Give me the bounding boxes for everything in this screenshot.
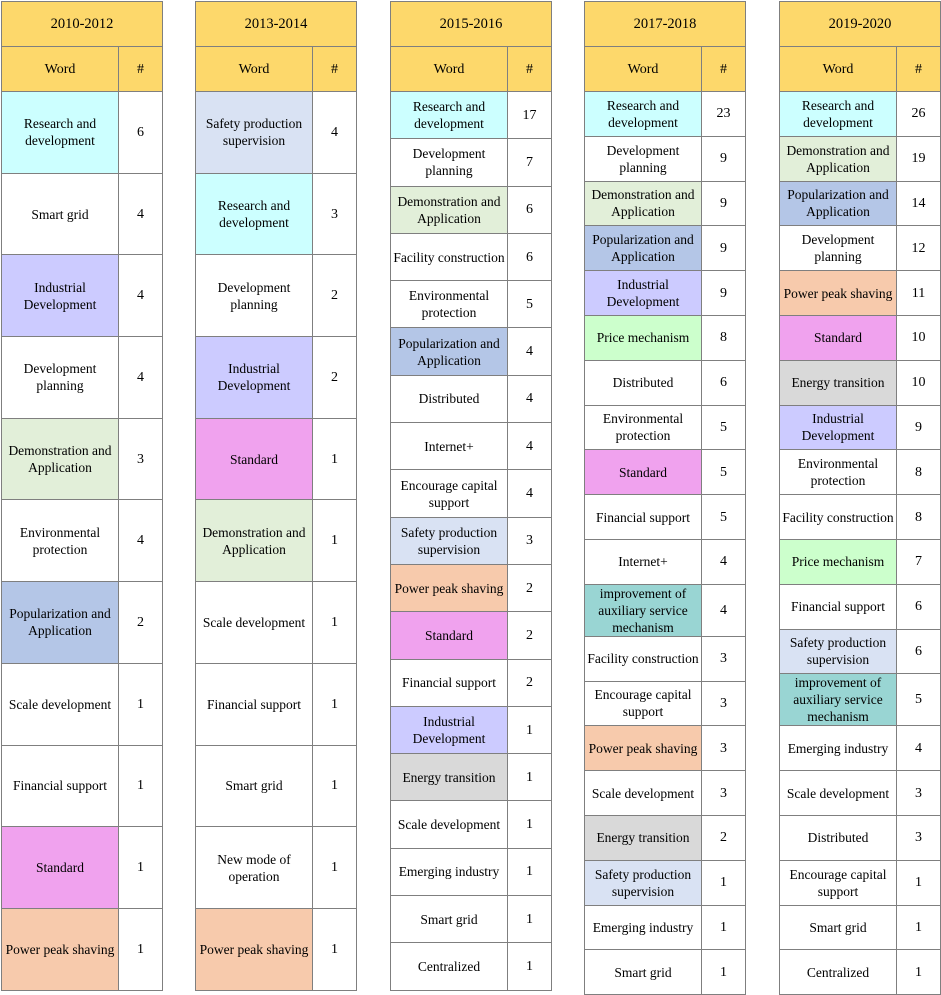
word-cell: Financial support [585,495,702,540]
word-cell: Development planning [780,226,897,271]
column-header-word: Word [2,47,119,92]
count-cell: 4 [313,92,357,174]
word-cell: Popularization and Application [391,328,508,375]
word-cell: Financial support [2,745,119,827]
count-cell: 1 [508,848,552,895]
period-title: 2019-2020 [780,2,941,47]
word-cell: Internet+ [585,539,702,584]
period-table-2013-2014 [195,1,357,991]
word-cell: Development planning [391,139,508,186]
word-cell: Power peak shaving [780,271,897,316]
word-cell: Demonstration and Application [2,418,119,500]
word-cell: Development planning [2,337,119,419]
table-row [585,136,746,181]
word-cell: Power peak shaving [391,564,508,611]
count-cell: 3 [702,771,746,816]
count-cell: 5 [702,450,746,495]
table-row [2,255,163,337]
table-row [2,173,163,255]
table-row [196,745,357,827]
column-header-word: Word [391,47,508,92]
count-cell: 23 [702,92,746,137]
table-row [2,663,163,745]
word-cell: Price mechanism [780,539,897,584]
count-cell: 4 [119,500,163,582]
count-cell: 1 [508,801,552,848]
table-row [780,860,941,905]
word-cell: Energy transition [585,815,702,860]
table-row [585,726,746,771]
word-cell: improvement of auxiliary service mechanism [585,584,702,636]
table-row [780,92,941,137]
count-cell: 2 [313,337,357,419]
table-row [196,827,357,909]
table-row [196,908,357,990]
table-row [2,827,163,909]
count-cell: 3 [702,636,746,681]
count-cell: 2 [508,659,552,706]
word-cell: Smart grid [585,950,702,995]
word-cell: Demonstration and Application [196,500,313,582]
word-cell: Facility construction [391,233,508,280]
count-cell: 3 [508,517,552,564]
period-table-2017-2018 [584,1,746,995]
count-cell: 1 [897,860,941,905]
word-cell: Facility construction [585,636,702,681]
word-cell: Demonstration and Application [780,136,897,181]
word-cell: Distributed [391,375,508,422]
table-row [2,582,163,664]
count-cell: 1 [313,745,357,827]
count-cell: 3 [897,771,941,816]
table-row [196,500,357,582]
table-row [2,337,163,419]
count-cell: 9 [702,271,746,316]
word-cell: Scale development [585,771,702,816]
table-row [391,801,552,848]
word-cell: Development planning [196,255,313,337]
word-cell: Emerging industry [391,848,508,895]
table-row [780,629,941,674]
table-row [585,681,746,726]
count-cell: 4 [119,173,163,255]
table-row [780,226,941,271]
count-cell: 1 [313,418,357,500]
table-row [391,92,552,139]
count-cell: 1 [508,896,552,943]
column-header-count: # [897,47,941,92]
count-cell: 10 [897,360,941,405]
word-cell: Research and development [780,92,897,137]
count-cell: 9 [702,136,746,181]
word-cell: Scale development [2,663,119,745]
table-row [780,136,941,181]
table-row [391,281,552,328]
table-row [196,255,357,337]
count-cell: 9 [702,226,746,271]
table-row [780,181,941,226]
word-cell: Financial support [391,659,508,706]
count-cell: 7 [897,539,941,584]
table-row [780,315,941,360]
word-cell: Encourage capital support [585,681,702,726]
word-cell: Industrial Development [780,405,897,450]
table-row [585,495,746,540]
word-cell: Popularization and Application [2,582,119,664]
table-row [585,539,746,584]
count-cell: 6 [897,629,941,674]
word-cell: Financial support [196,663,313,745]
table-row [391,659,552,706]
table-row [2,92,163,174]
table-row [391,564,552,611]
table-row [585,771,746,816]
table-row [585,92,746,137]
table-row [391,375,552,422]
count-cell: 8 [897,495,941,540]
table-row [391,612,552,659]
count-cell: 4 [702,584,746,636]
table-row [585,360,746,405]
period-title: 2015-2016 [391,2,552,47]
table-row [196,337,357,419]
count-cell: 6 [897,584,941,629]
period-table-2015-2016 [390,1,552,991]
count-cell: 1 [508,706,552,753]
word-cell: Price mechanism [585,315,702,360]
column-header-count: # [508,47,552,92]
word-cell: Power peak shaving [2,908,119,990]
count-cell: 1 [119,663,163,745]
table-row [780,771,941,816]
table-row [780,674,941,726]
word-cell: Environmental protection [391,281,508,328]
word-cell: Standard [585,450,702,495]
table-row [780,450,941,495]
count-cell: 4 [508,423,552,470]
column-header-count: # [119,47,163,92]
word-cell: Distributed [585,360,702,405]
column-header-count: # [702,47,746,92]
count-cell: 1 [702,905,746,950]
word-cell: Smart grid [196,745,313,827]
word-cell: Standard [2,827,119,909]
word-cell: Standard [391,612,508,659]
count-cell: 2 [702,815,746,860]
period-title: 2017-2018 [585,2,746,47]
word-cell: Financial support [780,584,897,629]
count-cell: 4 [119,337,163,419]
word-cell: Demonstration and Application [585,181,702,226]
count-cell: 4 [508,375,552,422]
table-row [196,418,357,500]
table-row [780,271,941,316]
count-cell: 4 [702,539,746,584]
table-row [391,470,552,517]
word-cell: Power peak shaving [196,908,313,990]
table-row [391,943,552,990]
count-cell: 1 [897,905,941,950]
word-cell: Standard [196,418,313,500]
period-title: 2010-2012 [2,2,163,47]
word-cell: Centralized [391,943,508,990]
word-cell: Emerging industry [585,905,702,950]
word-cell: Industrial Development [2,255,119,337]
table-row [780,950,941,995]
period-title: 2013-2014 [196,2,357,47]
table-row [585,584,746,636]
count-cell: 5 [702,495,746,540]
count-cell: 2 [508,612,552,659]
count-cell: 11 [897,271,941,316]
count-cell: 2 [313,255,357,337]
count-cell: 4 [508,328,552,375]
count-cell: 6 [702,360,746,405]
table-row [780,584,941,629]
count-cell: 3 [119,418,163,500]
count-cell: 6 [119,92,163,174]
table-row [391,186,552,233]
table-row [2,745,163,827]
word-cell: Scale development [780,771,897,816]
word-cell: Energy transition [391,754,508,801]
table-row [780,360,941,405]
table-row [2,908,163,990]
word-cell: Smart grid [2,173,119,255]
count-cell: 9 [702,181,746,226]
count-cell: 1 [119,745,163,827]
word-cell: Standard [780,315,897,360]
count-cell: 1 [702,860,746,905]
count-cell: 3 [702,681,746,726]
count-cell: 1 [702,950,746,995]
word-cell: Research and development [2,92,119,174]
count-cell: 2 [508,564,552,611]
column-header-word: Word [196,47,313,92]
table-row [585,905,746,950]
count-cell: 10 [897,315,941,360]
table-row [585,405,746,450]
count-cell: 14 [897,181,941,226]
table-row [585,950,746,995]
column-header-word: Word [585,47,702,92]
count-cell: 1 [508,754,552,801]
word-cell: Scale development [196,582,313,664]
period-table-2019-2020 [779,1,941,995]
word-cell: Power peak shaving [585,726,702,771]
count-cell: 1 [313,908,357,990]
table-row [585,271,746,316]
word-cell: Internet+ [391,423,508,470]
count-cell: 3 [313,173,357,255]
column-header-count: # [313,47,357,92]
word-cell: Development planning [585,136,702,181]
count-cell: 1 [313,582,357,664]
table-row [585,181,746,226]
word-cell: Safety production supervision [391,517,508,564]
table-row [196,173,357,255]
word-cell: Distributed [780,815,897,860]
word-cell: Popularization and Application [780,181,897,226]
table-row [585,450,746,495]
word-cell: Industrial Development [585,271,702,316]
table-row [391,423,552,470]
word-cell: Popularization and Application [585,226,702,271]
count-cell: 8 [702,315,746,360]
word-cell: Environmental protection [585,405,702,450]
table-row [585,815,746,860]
table-row [391,517,552,564]
column-header-word: Word [780,47,897,92]
word-cell: Demonstration and Application [391,186,508,233]
count-cell: 19 [897,136,941,181]
count-cell: 3 [897,815,941,860]
count-cell: 2 [119,582,163,664]
table-row [780,405,941,450]
count-cell: 4 [508,470,552,517]
word-cell: Smart grid [391,896,508,943]
table-row [780,539,941,584]
word-cell: Research and development [196,173,313,255]
count-cell: 1 [897,950,941,995]
word-cell: Industrial Development [391,706,508,753]
word-cell: Centralized [780,950,897,995]
table-row [585,860,746,905]
count-cell: 26 [897,92,941,137]
table-row [2,418,163,500]
count-cell: 1 [508,943,552,990]
count-cell: 8 [897,450,941,495]
period-table-2010-2012 [1,1,163,991]
table-row [196,582,357,664]
word-cell: Safety production supervision [780,629,897,674]
word-cell: Safety production supervision [585,860,702,905]
count-cell: 1 [313,827,357,909]
table-row [391,706,552,753]
word-cell: Industrial Development [196,337,313,419]
count-cell: 5 [897,674,941,726]
count-cell: 1 [119,827,163,909]
table-row [196,92,357,174]
word-cell: Research and development [585,92,702,137]
count-cell: 7 [508,139,552,186]
table-row [196,663,357,745]
table-row [391,754,552,801]
table-row [780,905,941,950]
table-row [391,139,552,186]
word-cell: Facility construction [780,495,897,540]
count-cell: 1 [119,908,163,990]
word-cell: Scale development [391,801,508,848]
table-row [780,495,941,540]
count-cell: 6 [508,186,552,233]
count-cell: 5 [702,405,746,450]
table-row [2,500,163,582]
count-cell: 9 [897,405,941,450]
word-cell: Environmental protection [2,500,119,582]
word-cell: Encourage capital support [391,470,508,517]
word-cell: Energy transition [780,360,897,405]
word-cell: improvement of auxiliary service mechanism [780,674,897,726]
count-cell: 3 [702,726,746,771]
word-cell: Research and development [391,92,508,139]
word-cell: Safety production supervision [196,92,313,174]
count-cell: 1 [313,663,357,745]
word-cell: New mode of operation [196,827,313,909]
table-row [585,636,746,681]
word-cell: Smart grid [780,905,897,950]
count-cell: 5 [508,281,552,328]
word-cell: Environmental protection [780,450,897,495]
word-cell: Encourage capital support [780,860,897,905]
count-cell: 1 [313,500,357,582]
table-row [780,726,941,771]
table-row [391,233,552,280]
count-cell: 4 [897,726,941,771]
table-row [585,315,746,360]
word-cell: Emerging industry [780,726,897,771]
count-cell: 6 [508,233,552,280]
count-cell: 4 [119,255,163,337]
table-row [391,896,552,943]
table-row [391,328,552,375]
table-row [780,815,941,860]
table-row [585,226,746,271]
count-cell: 17 [508,92,552,139]
count-cell: 12 [897,226,941,271]
table-row [391,848,552,895]
